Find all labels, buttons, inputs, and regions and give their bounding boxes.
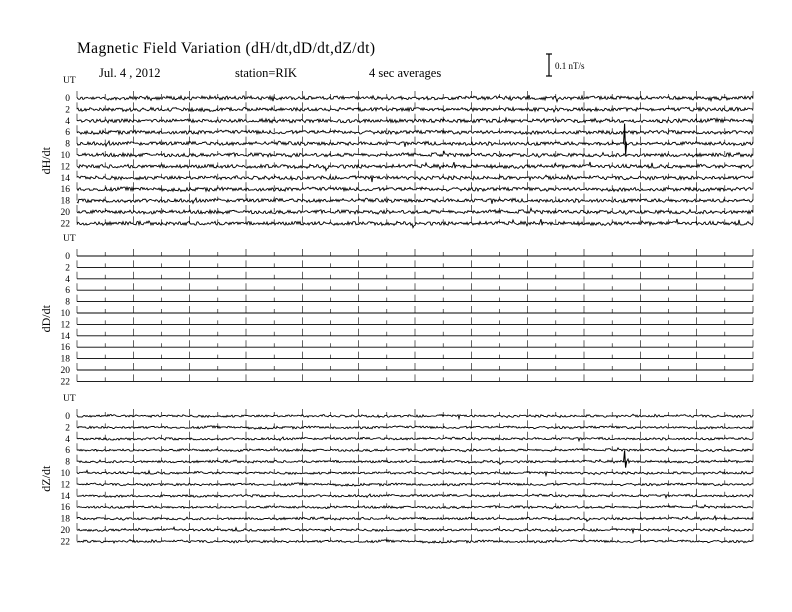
row-label: 6: [65, 286, 70, 297]
row-ticks: [77, 114, 753, 121]
row-label: 2: [65, 263, 70, 274]
row-ticks: [77, 260, 753, 267]
row-ticks: [77, 500, 753, 507]
row-ticks: [77, 329, 753, 336]
row-label: 14: [60, 173, 70, 184]
row-ticks: [77, 283, 753, 290]
row-ticks: [77, 374, 753, 381]
panel-label: dZ/dt: [39, 465, 53, 492]
row-ticks: [77, 477, 753, 484]
panel-label: dD/dt: [39, 305, 53, 333]
row-label: 18: [60, 354, 70, 365]
row-label: 2: [65, 423, 70, 434]
panel-label: dH/dt: [39, 147, 53, 175]
row-label: 22: [60, 219, 70, 230]
row-ticks: [77, 352, 753, 359]
panel-dddt: [39, 234, 753, 387]
scale-bar: [546, 54, 585, 76]
row-label: 4: [65, 116, 70, 127]
row-label: 8: [65, 457, 70, 468]
row-label: 4: [65, 274, 70, 285]
row-label: 2: [65, 105, 70, 116]
row-label: 12: [60, 320, 70, 331]
row-label: 20: [60, 526, 70, 536]
row-label: 16: [60, 503, 70, 514]
row-label: 10: [60, 309, 70, 319]
panel-dzdt: [39, 394, 753, 547]
row-label: 18: [60, 196, 70, 207]
row-label: 8: [65, 139, 70, 150]
row-label: 0: [65, 412, 70, 422]
ut-label: UT: [63, 76, 76, 86]
row-label: 22: [60, 537, 70, 548]
row-ticks: [77, 205, 753, 212]
panel-dhdt: [39, 76, 753, 229]
spike-mark: [624, 124, 627, 155]
row-ticks: [77, 512, 753, 519]
row-ticks: [77, 249, 753, 256]
averaging-label: 4 sec averages: [369, 66, 442, 80]
date-label: Jul. 4 , 2012: [99, 66, 161, 80]
row-label: 0: [65, 94, 70, 104]
row-label: 20: [60, 366, 70, 376]
row-label: 0: [65, 252, 70, 262]
row-label: 10: [60, 151, 70, 161]
row-label: 16: [60, 185, 70, 196]
row-ticks: [77, 272, 753, 279]
row-label: 14: [60, 491, 70, 502]
row-label: 6: [65, 128, 70, 139]
ut-label: UT: [63, 234, 76, 244]
row-ticks: [77, 295, 753, 302]
row-label: 18: [60, 514, 70, 525]
row-ticks: [77, 182, 753, 189]
row-ticks: [77, 102, 753, 109]
row-ticks: [77, 317, 753, 324]
row-label: 22: [60, 377, 70, 388]
row-label: 12: [60, 480, 70, 491]
row-ticks: [77, 432, 753, 439]
row-label: 20: [60, 208, 70, 218]
row-label: 14: [60, 331, 70, 342]
row-ticks: [77, 523, 753, 530]
row-ticks: [77, 91, 753, 98]
row-label: 4: [65, 434, 70, 445]
row-ticks: [77, 466, 753, 473]
row-label: 12: [60, 162, 70, 173]
row-ticks: [77, 420, 753, 427]
row-ticks: [77, 306, 753, 313]
row-label: 10: [60, 469, 70, 479]
ut-label: UT: [63, 394, 76, 404]
panels: [39, 76, 753, 547]
row-label: 16: [60, 343, 70, 354]
scale-bar-label: 0.1 nT/s: [555, 61, 585, 71]
spike-mark: [624, 451, 627, 468]
station-label: station=RIK: [235, 66, 297, 80]
row-ticks: [77, 340, 753, 347]
row-label: 6: [65, 446, 70, 457]
row-ticks: [77, 363, 753, 370]
row-label: 8: [65, 297, 70, 308]
chart-title: Magnetic Field Variation (dH/dt,dD/dt,dZ/dt): [77, 40, 376, 57]
